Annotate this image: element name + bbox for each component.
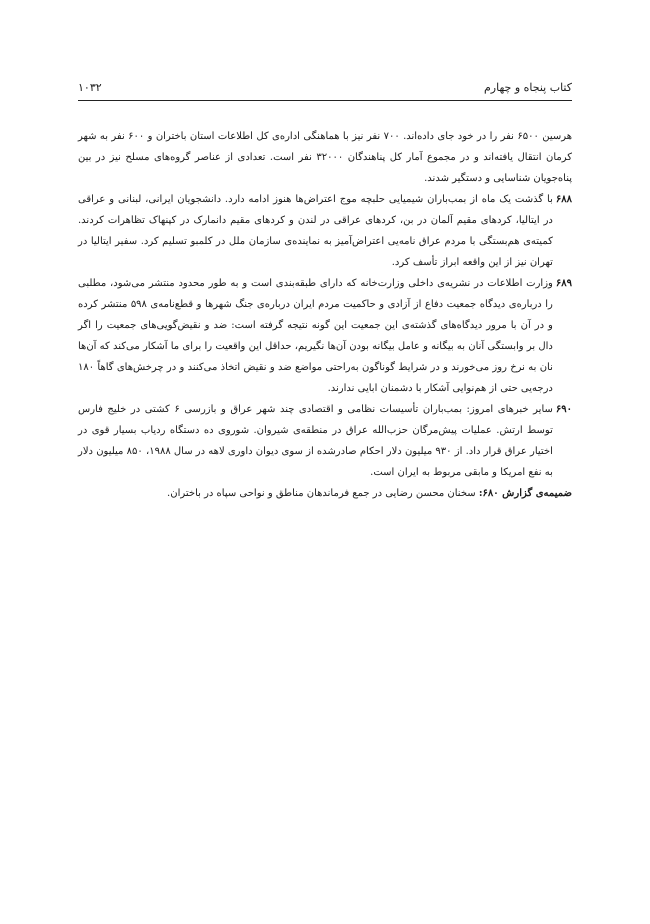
entry-text: وزارت اطلاعات در نشریه‌ی داخلی وزارت‌خانه که دارای طبقه‌بندی است و به طور محدود منتشر می‌شود، مطلبی را درباره‌ی دیدگاه جمعیت دفاع از آزادی و حاکمیت مردم ایران درباره‌ی جنگ شهرها و قطع‌نامه‌ی ۵۹۸ منتشر کرده و در آن با مرور دیدگاه‌های گذشته‌ی این جمعیت این گونه نتیجه گرفته است: ضد و نقیض‌گویی‌های جمعیت را اگر دال بر وابستگی آنان به بیگانه و عامل بیگانه بودن آن‌ها نگیریم، حداقل این واقعیت را برای ما آشکار می‌کند که آن‌ها نان به نرخ روز می‌خورند و در شرایط گوناگون به‌راحتی مواضع ضد و نقیض اتخاذ می‌کنند و در چرخش‌های گاهاً ۱۸۰ درجه‌یی حتی از هم‌نوایی آشکار با دشمنان ابایی ندارند.	[78, 278, 553, 394]
entry-689	[78, 273, 572, 399]
entry-number: ۶۸۹	[555, 278, 572, 289]
entry-text: با گذشت یک ماه از بمب‌باران شیمیایی حلبچه موج اعتراض‌ها هنوز ادامه دارد. دانشجویان ایرانی، لبنانی و عراقی در ایتالیا، کردهای مقیم آلمان در بن، کردهای عراقی در لندن و کردهای مقیم دانمارک در کپنهاک تظاهرات کردند. کمیته‌ی هم‌بستگی با مردم عراق نامه‌یی اعتراض‌آمیز به نماینده‌ی سازمان ملل در کلمبو تسلیم کرد. سفیر ایتالیا در تهران نیز از این واقعه ابراز تأسف کرد.	[78, 194, 553, 268]
entry-text: سایر خبرهای امروز: بمب‌باران تأسیسات نظامی و اقتصادی چند شهر عراق و بازرسی ۶ کشتی در خلیج فارس توسط ارتش. عملیات پیش‌مرگان حزب‌الله عراق در منطقه‌ی شیروان. شوروی ده دستگاه ردیاب بسیار قوی در اختیار عراق قرار داد. از ۹۳۰ میلیون دلار احکام صادرشده از سوی دیوان داوری لاهه در سال ۱۹۸۸، ۸۵۰ میلیون دلار به نفع امریکا و مابقی مربوط به ایران است.	[78, 404, 553, 478]
running-header	[78, 78, 572, 96]
appendix-text: سخنان محسن رضایی در جمع فرماندهان مناطق و نواحی سپاه در باختران.	[167, 488, 479, 499]
appendix-label: ضمیمه‌ی گزارش ۶۸۰:	[478, 488, 572, 499]
header-rule	[78, 100, 572, 101]
entry-number: ۶۸۸	[555, 194, 572, 205]
body-text	[78, 126, 572, 504]
entry-690	[78, 399, 572, 483]
appendix-note	[78, 483, 572, 504]
entry-688	[78, 189, 572, 273]
intro-paragraph: هرسین ۶۵۰۰ نفر را در خود جای داده‌اند. ۷۰۰ نفر نیز با هماهنگی اداره‌ی کل اطلاعات استان باختران و ۶۰۰ نفر به شهر کرمان انتقال یافته‌اند و در مجموع آمار کل پناهندگان ۳۲۰۰۰ نفر است. تعدادی از عناصر گروه‌های مسلح نیز در بین پناه‌جویان شناسایی و دستگیر شدند.	[78, 131, 573, 184]
page-number: ۱۰۳۲	[78, 80, 102, 94]
book-title: کتاب پنجاه و چهارم	[483, 80, 572, 94]
entry-number: ۶۹۰	[555, 404, 572, 415]
